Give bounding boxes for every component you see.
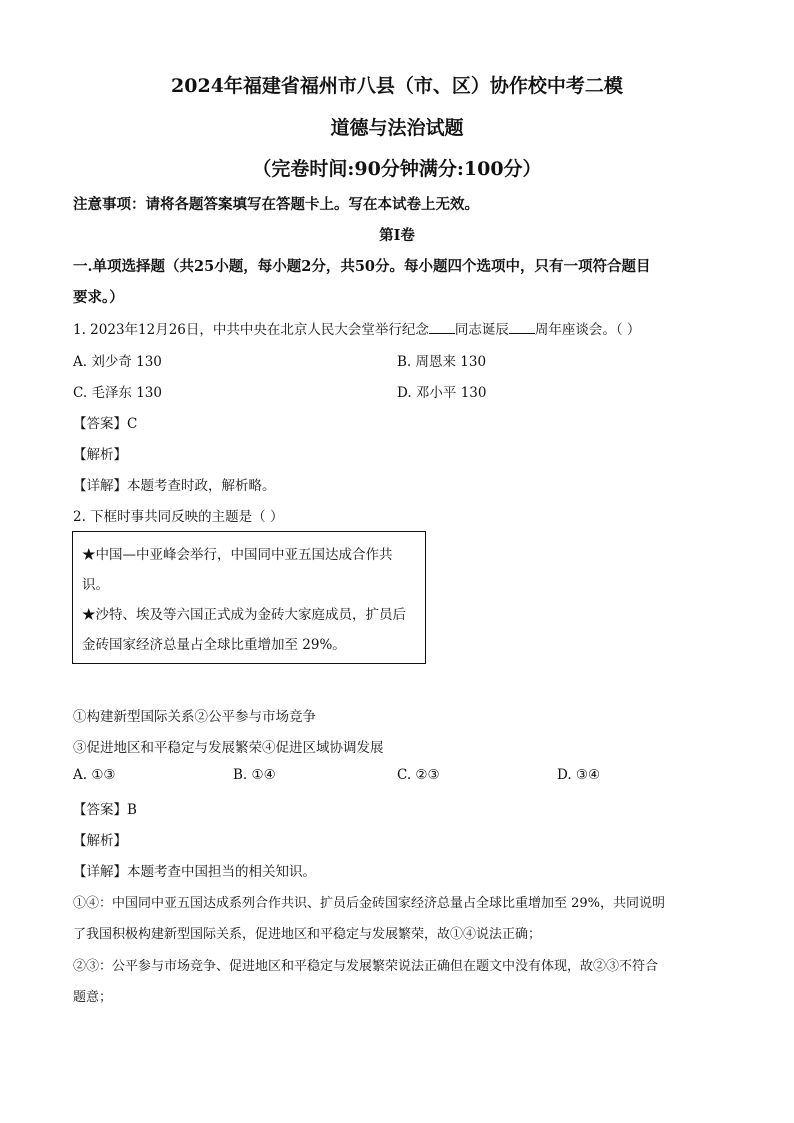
- q1-stem-part-b: 同志诞辰: [454, 322, 509, 338]
- q1-stem-part-c: 周年座谈会。（ ）: [534, 322, 641, 338]
- q2-explain-line-4: 题意；: [73, 990, 113, 1005]
- exam-title: 2024年福建省福州市八县（市、区）协作校中考二模: [171, 75, 623, 97]
- q2-stem: 2. 下框时事共同反映的主题是（ ）: [73, 509, 284, 525]
- q1-stem: [73, 318, 733, 338]
- q1-blank-2: [509, 321, 535, 334]
- q2-statements-line-1: ①构建新型国际关系②公平参与市场竞争: [73, 709, 316, 725]
- q2-box-line-1: ★中国—中亚峰会举行，中国同中亚五国达成合作共: [82, 547, 393, 563]
- notice: 注意事项：请将各题答案填写在答题卡上。写在本试卷上无效。: [73, 196, 479, 213]
- q2-explain-line-1: ①④：中国同中亚五国达成系列合作共识、扩员后金砖国家经济总量占全球比重增加至 29%，共同说明: [73, 896, 666, 911]
- q2-analysis-label: 【解析】: [73, 833, 127, 849]
- q2-option-b: B. ①④: [233, 767, 276, 783]
- q2-box-line-3: ★沙特、埃及等六国正式成为金砖大家庭成员，扩员后: [82, 607, 406, 623]
- q2-answer: 【答案】B: [73, 802, 137, 818]
- q2-option-a: A. ①③: [73, 767, 116, 783]
- q2-news-box: [72, 531, 426, 664]
- q1-analysis-label: 【解析】: [73, 447, 127, 463]
- q2-explain-line-2: 了我国积极构建新型国际关系，促进地区和平稳定与发展繁荣，故①④说法正确；: [73, 927, 542, 942]
- q1-detail: 【详解】本题考查时政，解析略。: [73, 478, 276, 494]
- q2-explain-line-3: ②③：公平参与市场竞争、促进地区和平稳定与发展繁荣说法正确但在题文中没有体现，故②③不符合: [73, 959, 659, 974]
- q1-option-b: B. 周恩来 130: [397, 354, 487, 370]
- q2-option-c: C. ②③: [397, 767, 440, 783]
- q1-stem-part-a: 1. 2023年12月26日，中共中央在北京人民大会堂举行纪念: [73, 322, 429, 338]
- q2-option-d: D. ③④: [557, 767, 601, 783]
- q1-option-c: C. 毛泽东 130: [73, 385, 162, 401]
- q1-answer: 【答案】C: [73, 416, 138, 432]
- exam-info: （完卷时间:90分钟满分:100分）: [252, 158, 542, 180]
- q1-blank-1: [429, 321, 455, 334]
- exam-subject: 道德与法治试题: [330, 117, 464, 139]
- q2-detail: 【详解】本题考查中国担当的相关知识。: [73, 864, 316, 880]
- q1-option-a: A. 刘少奇 130: [73, 354, 162, 370]
- q2-box-line-2: 识。: [82, 577, 109, 593]
- q2-box-line-4: 金砖国家经济总量占全球比重增加至 29%。: [82, 637, 346, 653]
- q1-option-d: D. 邓小平 130: [397, 385, 487, 401]
- section-heading-line-2: 要求。）: [73, 289, 124, 306]
- volume-heading: 第Ⅰ卷: [379, 227, 415, 244]
- q2-statements-line-2: ③促进地区和平稳定与发展繁荣④促进区域协调发展: [73, 740, 384, 756]
- section-heading-line-1: 一.单项选择题（共25小题，每小题2分，共50分。每小题四个选项中，只有一项符合题目: [73, 258, 651, 275]
